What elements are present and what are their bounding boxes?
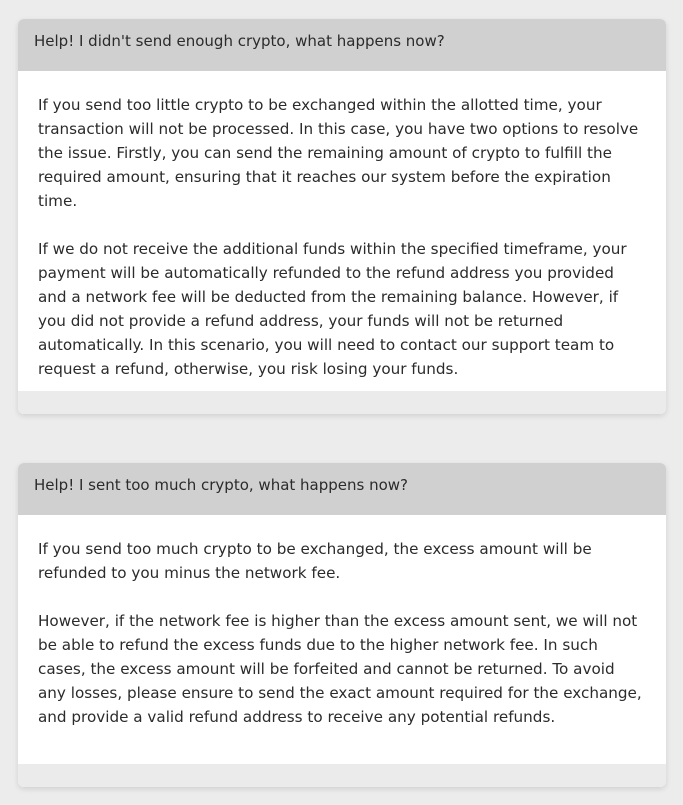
faq-question-text: Help! I didn't send enough crypto, what happens now? xyxy=(34,32,445,50)
faq-answer-body xyxy=(18,515,666,729)
faq-answer-body xyxy=(18,71,666,381)
faq-answer-paragraph: If we do not receive the additional funds within the specified timeframe, your payment will be automatically refunded to the refund address you provided and a network fee will be deducted from the remaining balance. However, if you did not provide a refund address, your funds will not be returned automatically. In this scenario, you will need to contact our support team to request a refund, otherwise, you risk losing your funds. xyxy=(38,240,627,378)
faq-card-footer xyxy=(18,764,666,787)
faq-answer-paragraph: If you send too much crypto to be exchanged, the excess amount will be refunded to you minus the network fee. xyxy=(38,540,592,582)
faq-answer-paragraph: However, if the network fee is higher than the excess amount sent, we will not be able to refund the excess funds due to the higher network fee. In such cases, the excess amount will be forfeited and cannot be returned. To avoid any losses, please ensure to send the exact amount required for the exchange, and provide a valid refund address to receive any potential refunds. xyxy=(38,612,642,726)
faq-answer-paragraph: If you send too little crypto to be exchanged within the allotted time, your transaction will not be processed. In this case, you have two options to resolve the issue. Firstly, you can send the remaining amount of crypto to fulfill the required amount, ensuring that it reaches our system before the expiration time. xyxy=(38,96,639,210)
faq-card-too-much-crypto xyxy=(18,463,666,787)
faq-question-header[interactable] xyxy=(18,19,666,71)
faq-question-text: Help! I sent too much crypto, what happens now? xyxy=(34,476,409,494)
faq-question-header[interactable] xyxy=(18,463,666,515)
faq-card-footer xyxy=(18,391,666,414)
faq-card-not-enough-crypto xyxy=(18,19,666,414)
